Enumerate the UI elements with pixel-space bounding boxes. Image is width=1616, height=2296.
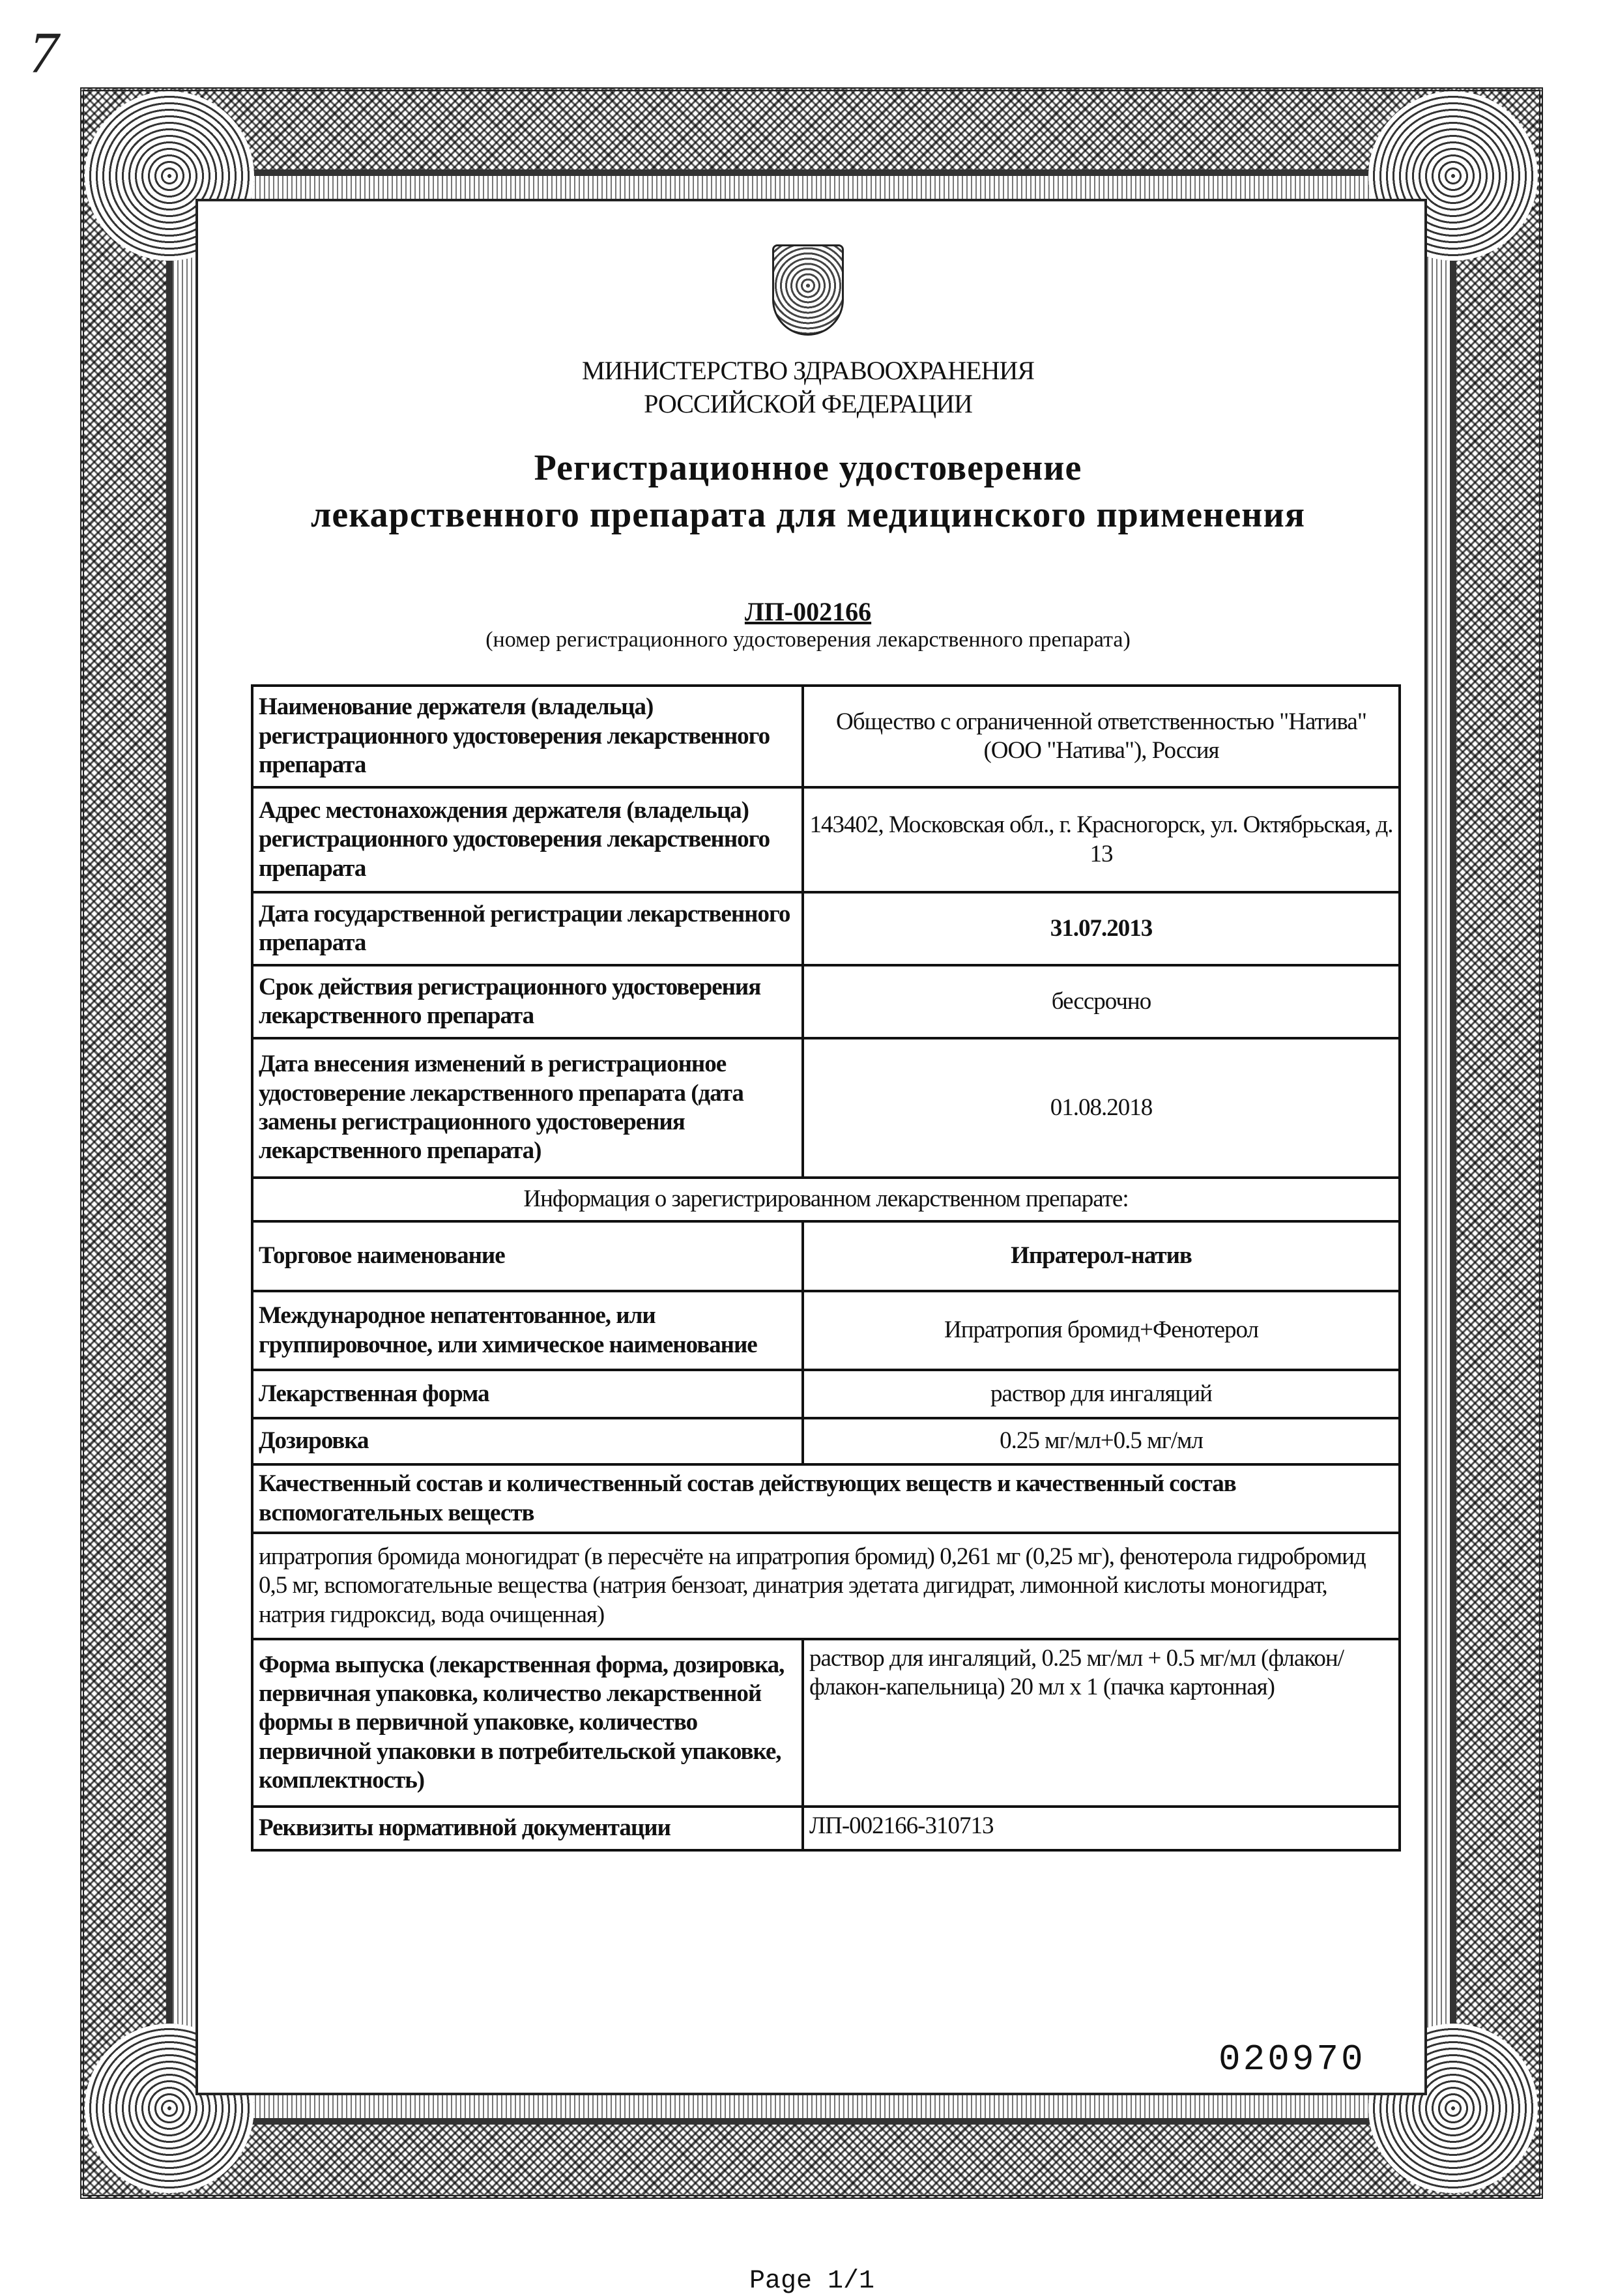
page-number: Page 1/1	[749, 2267, 875, 2296]
title-line-2: лекарственного препарата для медицинского применения	[310, 495, 1306, 535]
certificate-table	[251, 684, 1401, 1852]
holder-address-label: Адрес местонахождения держателя (владельца) регистрационного удостоверения лекарственного препарата	[252, 787, 803, 892]
table-row	[252, 1639, 1400, 1807]
table-row	[252, 1807, 1400, 1850]
table-row	[252, 1291, 1400, 1370]
table-row	[252, 1221, 1400, 1291]
title-line-1: Регистрационное удостоверение	[534, 448, 1082, 488]
table-row	[252, 1418, 1400, 1464]
serial-number: 020970	[1219, 2039, 1366, 2080]
holder-address-value: 143402, Московская обл., г. Красногорск, ул. Октябрьская, д. 13	[803, 787, 1400, 892]
inn-label: Международное непатентованное, или группировочное, или химическое наименование	[252, 1291, 803, 1370]
change-date-label: Дата внесения изменений в регистрационное удостоверение лекарственного препарата (дата замены регистрационного удостоверения лекарственного препарата)	[252, 1038, 803, 1178]
trade-name-value: Ипратерол-натив	[803, 1221, 1400, 1291]
ministry-line-1: МИНИСТЕРСТВО ЗДРАВООХРАНЕНИЯ	[581, 356, 1035, 385]
dosage-form-value: раствор для ингаляций	[803, 1370, 1400, 1418]
composition-label: Качественный состав и количественный состав действующих веществ и качественный состав вспомогательных веществ	[252, 1464, 1400, 1533]
validity-value: бессрочно	[803, 965, 1400, 1038]
composition-value: ипратропия бромида моногидрат (в пересчёте на ипратропия бромид) 0,261 мг (0,25 мг), фенотерола гидробромид 0,5 мг, вспомогательные вещества (натрия бензоат, динатрия эдетата дигидрат, лимонной кислоты моногидрат, натрия гидроксид, вода очищенная)	[252, 1533, 1400, 1639]
table-row	[252, 686, 1400, 787]
handwritten-mark: 7	[29, 21, 59, 85]
change-date-value: 01.08.2018	[803, 1038, 1400, 1178]
section-header: Информация о зарегистрированном лекарственном препарате:	[252, 1178, 1400, 1221]
inn-value: Ипратропия бромид+Фенотерол	[803, 1291, 1400, 1370]
ministry-line-2: РОССИЙСКОЙ ФЕДЕРАЦИИ	[644, 389, 972, 418]
table-row	[252, 892, 1400, 965]
registration-date-label: Дата государственной регистрации лекарственного препарата	[252, 892, 803, 965]
holder-name-label: Наименование держателя (владельца) регистрационного удостоверения лекарственного препарата	[252, 686, 803, 787]
normative-docs-label: Реквизиты нормативной документации	[252, 1807, 803, 1850]
table-row	[252, 1370, 1400, 1418]
registration-date-value: 31.07.2013	[803, 892, 1400, 965]
table-row	[252, 1178, 1400, 1221]
registration-number: ЛП-002166	[744, 597, 872, 626]
dosage-form-label: Лекарственная форма	[252, 1370, 803, 1418]
release-form-label: Форма выпуска (лекарственная форма, дозировка, первичная упаковка, количество лекарственной формы в первичной упаковке, количество первичной упаковки в потребительской упаковке, комплектность)	[252, 1639, 803, 1807]
holder-name-value: Общество с ограниченной ответственностью "Натива" (ООО "Натива"), Россия	[803, 686, 1400, 787]
dosage-value: 0.25 мг/мл+0.5 мг/мл	[803, 1418, 1400, 1464]
table-row	[252, 1464, 1400, 1533]
table-row	[252, 1533, 1400, 1639]
table-row	[252, 1038, 1400, 1178]
normative-docs-value: ЛП-002166-310713	[803, 1807, 1400, 1850]
dosage-label: Дозировка	[252, 1418, 803, 1464]
table-row	[252, 965, 1400, 1038]
table-row	[252, 787, 1400, 892]
coat-of-arms-icon	[772, 244, 844, 336]
release-form-value: раствор для ингаляций, 0.25 мг/мл + 0.5 мг/мл (флакон/флакон-капельница) 20 мл x 1 (пачка картонная)	[803, 1639, 1400, 1807]
trade-name-label: Торговое наименование	[252, 1221, 803, 1291]
registration-number-caption: (номер регистрационного удостоверения лекарственного препарата)	[485, 628, 1131, 652]
validity-label: Срок действия регистрационного удостоверения лекарственного препарата	[252, 965, 803, 1038]
